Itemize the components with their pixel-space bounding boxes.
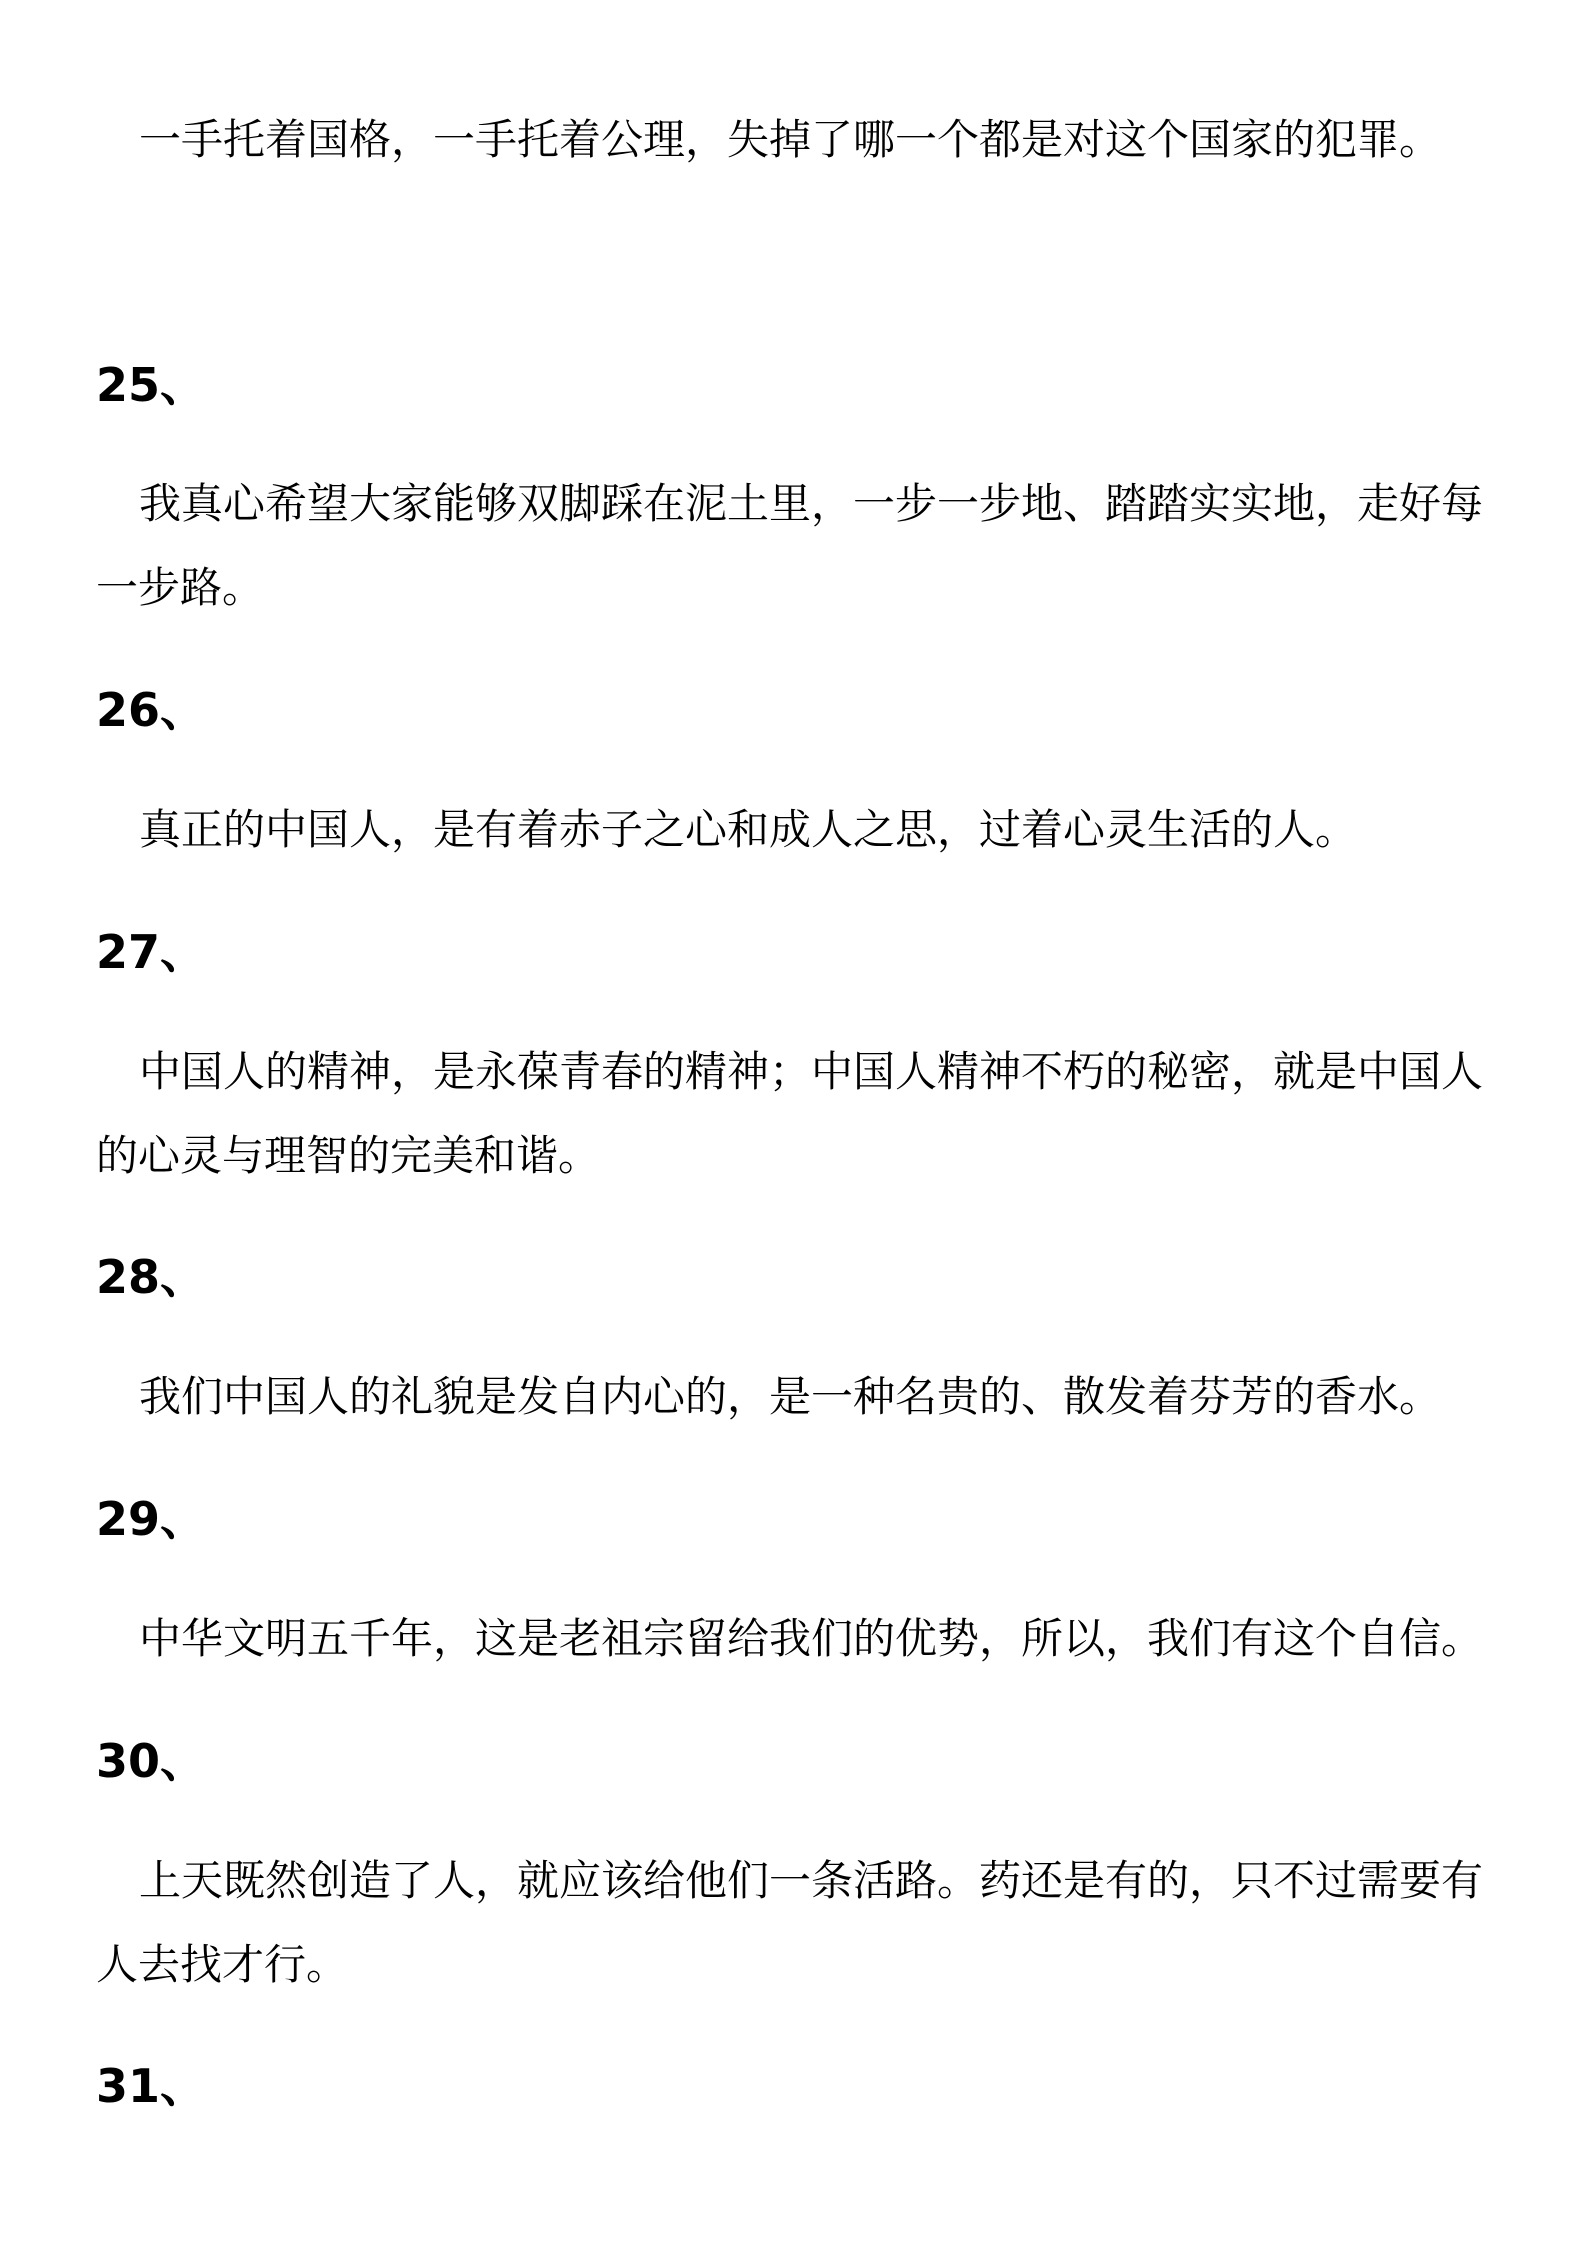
quote-26-number: 26、 [96,683,207,737]
quote-27-number: 27、 [96,925,207,979]
quote-25-text: 我真心希望大家能够双脚踩在泥土里，一步一步地、踏踏实实地，走好每一步路。 [96,479,1484,612]
quote-29-text: 中华文明五千年，这是老祖宗留给我们的优势，所以，我们有这个自信。 [139,1614,1484,1663]
quote-28-text: 我们中国人的礼貌是发自内心的，是一种名贵的、散发着芬芳的香水。 [139,1372,1442,1421]
quote-24-text: 一手托着国格，一手托着公理，失掉了哪一个都是对这个国家的犯罪。 [139,115,1442,164]
quote-30-text: 上天既然创造了人，就应该给他们一条活路。药还是有的，只不过需要有人去找才行。 [96,1856,1484,1989]
quote-29-number: 29、 [96,1492,207,1546]
quote-26-text: 真正的中国人，是有着赤子之心和成人之思，过着心灵生活的人。 [139,805,1358,854]
quote-27-text: 中国人的精神，是永葆青春的精神；中国人精神不朽的秘密，就是中国人的心灵与理智的完美和谐。 [96,1047,1484,1180]
quote-25-number: 25、 [96,358,207,412]
quote-28-number: 28、 [96,1250,207,1304]
quote-30-number: 30、 [96,1734,207,1788]
quote-31-number: 31、 [96,2059,207,2113]
